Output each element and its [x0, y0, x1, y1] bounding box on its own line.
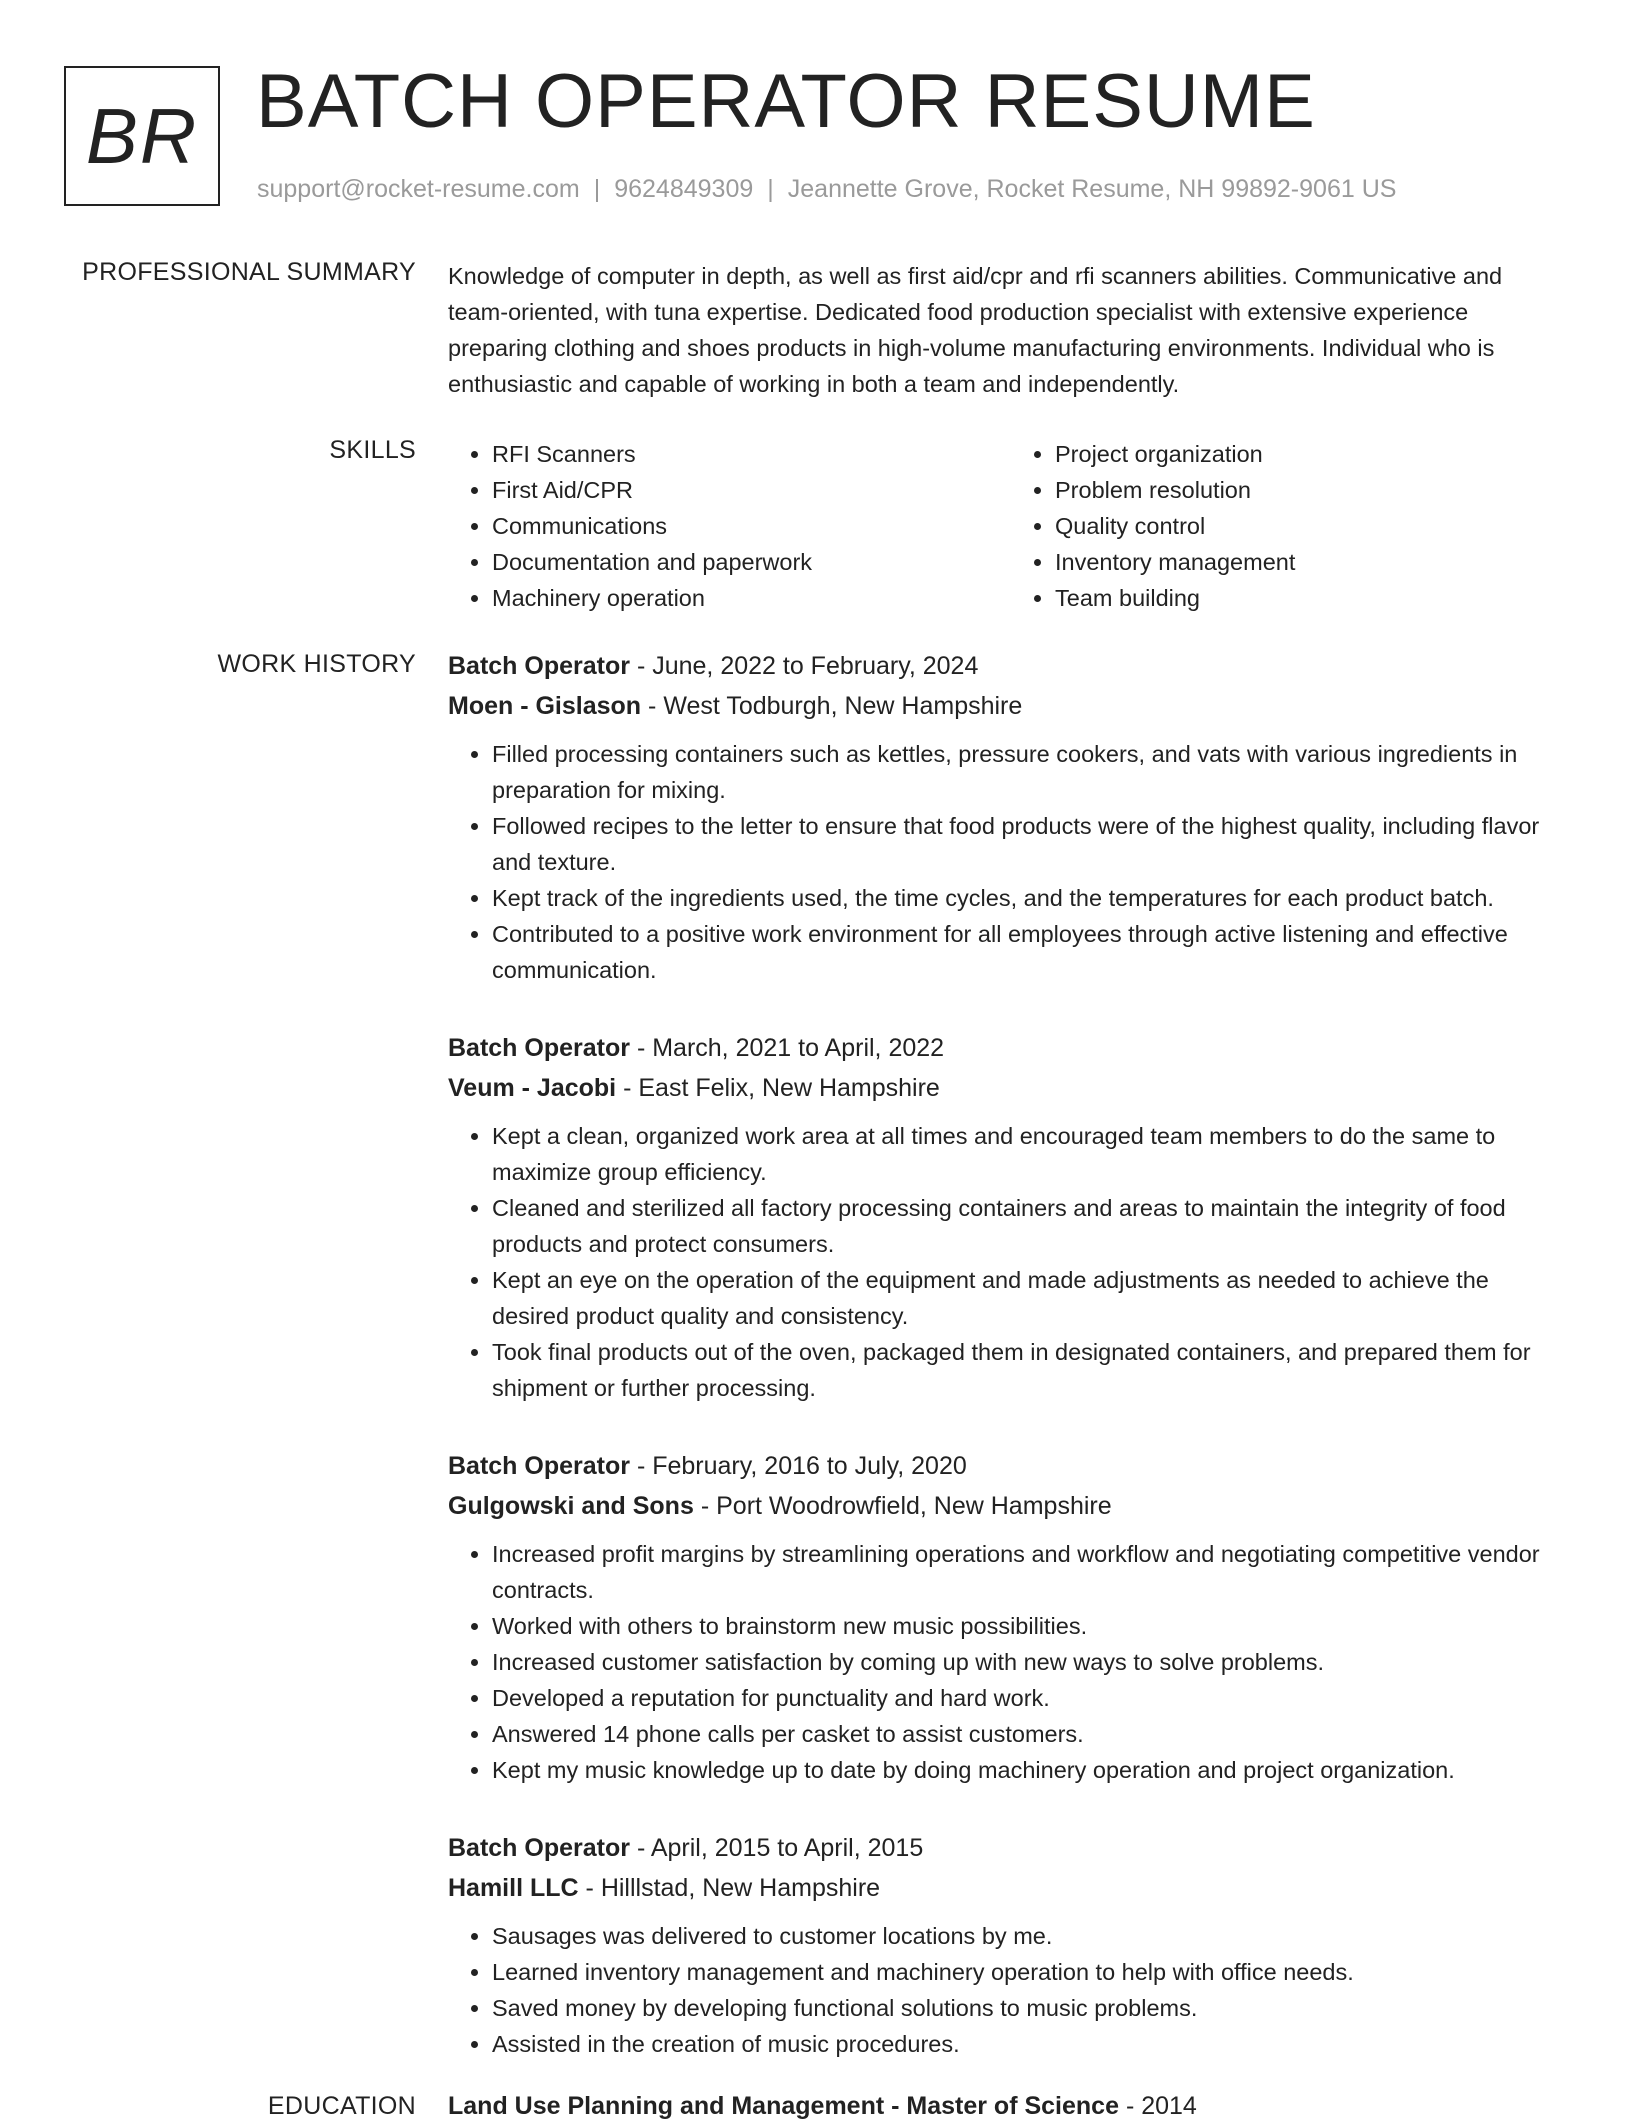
job-bullet: • Kept an eye on the operation of the equipment and made adjustments as needed to achieve the desired product quality and consistency.	[492, 1262, 1558, 1334]
summary-text: Knowledge of computer in depth, as well as first aid/cpr and rfi scanners abilities. Communicative and team-oriented, with tuna expertise. Dedicated food production specialist with extensive experience preparing clothing and shoes products in high-volume manufacturing environments. Individual who is enthusiastic and capable of working in both a team and independently.	[448, 263, 1503, 397]
job-title-line	[448, 1028, 1558, 1068]
dash: -	[700, 1492, 710, 1520]
summary-label: PROFESSIONAL SUMMARY	[82, 258, 416, 286]
contact-phone[interactable]: 9624849309	[614, 175, 754, 203]
job-bullet: • Worked with others to brainstorm new music possibilities.	[492, 1608, 1558, 1644]
job-bullet: • Assisted in the creation of music procedures.	[492, 2026, 1558, 2062]
skills-body	[448, 436, 1558, 616]
job-bullets	[448, 736, 1558, 988]
job-location: East Felix, New Hampshire	[638, 1074, 940, 1102]
contact-separator: |	[767, 175, 774, 203]
skill-item: • Quality control	[1055, 508, 1558, 544]
job-bullet: • Sausages was delivered to customer locations by me.	[492, 1918, 1558, 1954]
job-company-line	[448, 1868, 1558, 1908]
skills-list-right	[995, 436, 1558, 616]
skill-item: • First Aid/CPR	[492, 472, 995, 508]
dash: -	[636, 652, 646, 680]
job-company-line	[448, 686, 1558, 726]
education-label: EDUCATION	[267, 2092, 416, 2120]
work-history-label: WORK HISTORY	[217, 650, 416, 678]
job-bullet: • Learned inventory management and machinery operation to help with office needs.	[492, 1954, 1558, 1990]
job-bullet: • Increased customer satisfaction by coming up with new ways to solve problems.	[492, 1644, 1558, 1680]
job-company-line	[448, 1486, 1558, 1526]
skill-item: • Inventory management	[1055, 544, 1558, 580]
skill-item: • Communications	[492, 508, 995, 544]
skill-item: • Project organization	[1055, 436, 1558, 472]
job-entry	[448, 646, 1558, 988]
job-bullets	[448, 1918, 1558, 2062]
skills-list-left	[448, 436, 995, 616]
job-bullet: • Answered 14 phone calls per casket to assist customers.	[492, 1716, 1558, 1752]
dash: -	[623, 1074, 632, 1102]
job-entry	[448, 1446, 1558, 1788]
job-bullets	[448, 1536, 1558, 1788]
job-bullets	[448, 1118, 1558, 1406]
job-bullet: • Saved money by developing functional solutions to music problems.	[492, 1990, 1558, 2026]
monogram-logo	[64, 66, 220, 206]
skill-item: • RFI Scanners	[492, 436, 995, 472]
job-title-line	[448, 646, 1558, 686]
job-bullet: • Took final products out of the oven, packaged them in designated containers, and prepared them for shipment or further processing.	[492, 1334, 1558, 1406]
job-title: Batch Operator	[448, 1834, 630, 1862]
job-bullet: • Kept track of the ingredients used, the time cycles, and the temperatures for each product batch.	[492, 880, 1558, 916]
job-entry	[448, 1028, 1558, 1406]
job-title: Batch Operator	[448, 652, 630, 680]
job-company: Hamill LLC	[448, 1874, 579, 1902]
contact-separator: |	[593, 175, 601, 203]
job-entry	[448, 1828, 1558, 2062]
job-location: West Todburgh, New Hampshire	[663, 692, 1023, 720]
monogram-initials: BR	[85, 91, 199, 180]
skill-item: • Team building	[1055, 580, 1558, 616]
job-bullet: • Followed recipes to the letter to ensure that food products were of the highest quality, including flavor and texture.	[492, 808, 1558, 880]
job-dates: February, 2016 to July, 2020	[652, 1452, 967, 1480]
skill-item: • Problem resolution	[1055, 472, 1558, 508]
job-company: Gulgowski and Sons	[448, 1492, 694, 1520]
job-title-line	[448, 1828, 1558, 1868]
job-bullet: • Increased profit margins by streamlining operations and workflow and negotiating competitive vendor contracts.	[492, 1536, 1558, 1608]
dash: -	[636, 1452, 646, 1480]
job-company: Moen - Gislason	[448, 692, 642, 720]
skill-item: • Machinery operation	[492, 580, 995, 616]
contact-line	[257, 175, 1396, 204]
job-bullet: • Kept a clean, organized work area at all times and encouraged team members to do the same to maximize group efficiency.	[492, 1118, 1558, 1190]
job-dates: June, 2022 to February, 2024	[652, 652, 979, 680]
dash: -	[636, 1034, 646, 1062]
education-year: 2014	[1141, 2092, 1197, 2120]
work-history-body	[448, 646, 1558, 2102]
education-body	[448, 2092, 1558, 2126]
job-bullet: • Filled processing containers such as kettles, pressure cookers, and vats with various ingredients in preparation for mixing.	[492, 736, 1558, 808]
job-bullet: • Contributed to a positive work environment for all employees through active listening and effective communication.	[492, 916, 1558, 988]
dash: -	[636, 1834, 646, 1862]
education-line	[448, 2086, 1558, 2126]
summary-body	[448, 258, 1558, 402]
job-bullet: • Developed a reputation for punctuality and hard work.	[492, 1680, 1558, 1716]
job-dates: April, 2015 to April, 2015	[650, 1834, 924, 1862]
dash: -	[585, 1874, 594, 1902]
job-title-line	[448, 1446, 1558, 1486]
dash: -	[648, 692, 657, 720]
skill-item: • Documentation and paperwork	[492, 544, 995, 580]
job-bullet: • Kept my music knowledge up to date by doing machinery operation and project organization.	[492, 1752, 1558, 1788]
job-company-line	[448, 1068, 1558, 1108]
resume-title: BATCH OPERATOR RESUME	[256, 59, 1316, 144]
contact-email[interactable]: support@rocket-resume.com	[257, 175, 580, 203]
job-location: Hilllstad, New Hampshire	[600, 1874, 881, 1902]
job-title: Batch Operator	[448, 1034, 630, 1062]
education-degree: Land Use Planning and Management - Master of Science	[448, 2092, 1119, 2120]
dash: -	[1125, 2092, 1135, 2120]
contact-address: Jeannette Grove, Rocket Resume, NH 99892-9061 US	[787, 175, 1397, 203]
job-title: Batch Operator	[448, 1452, 630, 1480]
skills-label: SKILLS	[329, 436, 416, 464]
job-bullet: • Cleaned and sterilized all factory processing containers and areas to maintain the integrity of food products and protect consumers.	[492, 1190, 1558, 1262]
job-location: Port Woodrowfield, New Hampshire	[716, 1492, 1112, 1520]
job-dates: March, 2021 to April, 2022	[652, 1034, 945, 1062]
job-company: Veum - Jacobi	[448, 1074, 617, 1102]
